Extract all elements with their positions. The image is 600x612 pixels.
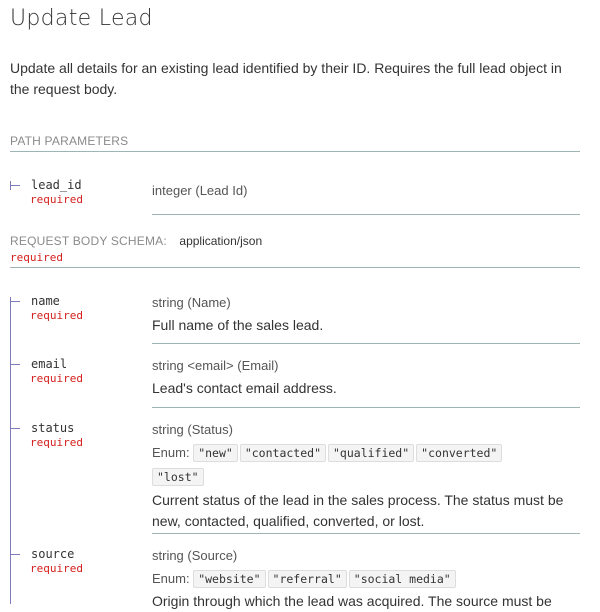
required-label: required [30, 436, 83, 449]
required-label: required [30, 372, 83, 385]
tree-connector-icon [10, 364, 20, 365]
request-body-heading: REQUEST BODY SCHEMA: [10, 234, 167, 248]
enum-label: Enum: [152, 445, 190, 460]
field-description: Origin through which the lead was acquired. The source must be [152, 593, 552, 609]
field-type: string <email> (Email) [152, 358, 279, 373]
param-row-lead-id [10, 178, 580, 218]
enum-chip: "contacted" [240, 444, 326, 462]
field-detail [152, 547, 580, 612]
tree-connector-icon [10, 185, 20, 186]
field-name: status [31, 421, 75, 435]
page-title: Update Lead [10, 6, 153, 31]
request-body-header [10, 232, 262, 250]
field-description: Lead's contact email address. [152, 380, 337, 396]
field-detail [152, 357, 580, 399]
divider [152, 214, 580, 215]
field-name: email [31, 357, 68, 371]
field-type: string (Status) [152, 422, 233, 437]
divider [152, 407, 580, 408]
enum-values [152, 441, 580, 489]
tree-connector-icon [10, 428, 20, 429]
param-detail [152, 182, 580, 200]
field-detail [152, 421, 580, 532]
enum-chip: "website" [193, 570, 265, 588]
field-type: string (Name) [152, 295, 231, 310]
endpoint-description: Update all details for an existing lead identified by their ID. Requires the full lead object in the request body. [10, 60, 562, 97]
divider [152, 343, 580, 344]
required-label: required [30, 309, 83, 322]
enum-chip: "qualified" [328, 444, 414, 462]
field-type: string (Source) [152, 548, 238, 563]
divider [10, 151, 580, 152]
divider [152, 533, 580, 534]
divider [10, 267, 580, 268]
field-detail [152, 294, 580, 336]
enum-label: Enum: [152, 571, 190, 586]
tree-connector-icon [10, 554, 20, 555]
enum-chip: "social media" [349, 570, 456, 588]
field-description: Current status of the lead in the sales process. The status must be new, contacted, qualified, converted, or lost. [152, 492, 564, 529]
enum-chip: "converted" [416, 444, 502, 462]
enum-chip: "referral" [268, 570, 347, 588]
enum-chip: "new" [193, 444, 238, 462]
required-label: required [30, 193, 83, 206]
media-type: application/json [179, 234, 263, 248]
param-type: integer (Lead Id) [152, 183, 248, 198]
tree-connector-icon [10, 301, 20, 302]
field-name: name [31, 294, 60, 308]
required-label: required [30, 562, 83, 575]
param-name: lead_id [31, 178, 82, 192]
field-name: source [31, 547, 75, 561]
enum-values [152, 567, 580, 591]
enum-chip: "lost" [152, 468, 204, 486]
request-body-required: required [10, 251, 63, 264]
path-parameters-heading: PATH PARAMETERS [10, 134, 129, 148]
field-description: Full name of the sales lead. [152, 317, 324, 333]
